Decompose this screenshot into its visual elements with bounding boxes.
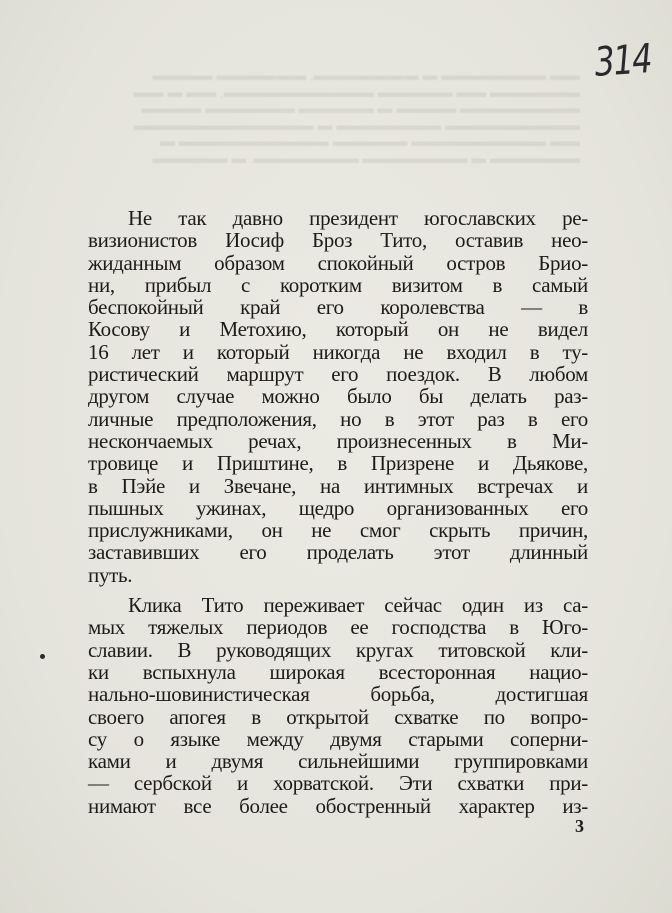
text-line: ни, прибыл с коротким визитом в самый [88,272,588,297]
text-line: Не так давно президент югославских ре- [128,206,588,230]
text-line: ки вспыхнула широкая всесторонная нацио- [88,659,588,684]
text-line: путь. [88,562,133,587]
text-line: Косову и Метохию, который он не видел [88,317,588,342]
text-line: личные предположения, но в этот раз в его [88,406,588,431]
body-text [88,207,588,817]
text-line: в Пэйе и Звечане, на интимных встречах и [88,473,588,498]
text-line: тровице и Приштине, в Призрене и Дьякове, [88,451,588,476]
text-line: другом случае можно было бы делать раз- [88,384,588,409]
text-line: своего апогея в открытой схватке по вопро- [88,704,588,729]
text-line: жиданным образом спокойный остров Брио- [88,250,588,275]
text-line: визионистов Иосиф Броз Тито, оставив нео- [88,228,588,253]
text-line: беспокойный край его королевства — в [88,295,588,320]
page-number: 3 [575,816,584,836]
text-line: ками и двумя сильнейшими группировками [88,749,588,774]
handwritten-page-number: 314 [593,36,653,86]
text-line: заставивших его проделать этот длинный [88,540,588,565]
text-line: пышных ужинах, щедро организованных его [88,495,588,520]
paragraph-1 [88,207,588,586]
text-line: мых тяжелых периодов ее господства в Юго- [88,615,588,640]
text-line: су о языке между двумя старыми соперни- [88,726,588,751]
margin-dot [40,654,45,659]
text-line: 16 лет и который никогда не входил в ту- [88,339,588,364]
text-line: ристический маршрут его поездок. В любом [88,362,588,387]
text-line: славии. В руководящих кругах титовской кли- [88,637,588,662]
bleed-through-texture: ▬▬ ▬▬▬▬▬▬▬ ▬ ▬▬▬▬▬▬▬, ▬▬▬▬▬▬ ▬▬▬▬ ▬▬▬▬▬▬ ▬▬ ▬▬▬▬▬ ▬▬▬▬▬▬▬▬▬▬, ▬▬ ▬ ▬▬ ▬▬▬▬▬▬▬▬ ▬▬▬▬ ▬ ▬▬▬▬▬ ▬▬▬▬▬▬ ▬▬▬▬ ▬▬▬▬▬▬▬▬▬ ▬▬▬▬▬▬▬ ▬ ▬▬▬▬▬▬▬▬▬▬▬▬ ▬▬ ▬▬▬▬▬▬▬▬▬ ▬▬▬▬▬ ▬▬▬▬▬▬▬▬▬▬ ▬ ▬▬▬▬▬▬ ▬ ▬▬▬▬▬▬▬ ▬▬▬▬▬▬▬. ▬ ▬▬▬▬▬ [133,68,580,167]
text-line: нально-шовинистическая борьба, достигшая [88,682,588,707]
paragraph-2 [88,594,588,817]
text-line: прислужниками, он не смог скрыть причин, [88,518,588,543]
text-line: Клика Тито переживает сейчас один из са- [128,593,588,618]
text-line: нимают все более обостренный характер из- [88,793,588,818]
text-line: — сербской и хорватской. Эти схватки при- [88,771,588,796]
text-line: нескончаемых речах, произнесенных в Ми- [88,428,588,453]
